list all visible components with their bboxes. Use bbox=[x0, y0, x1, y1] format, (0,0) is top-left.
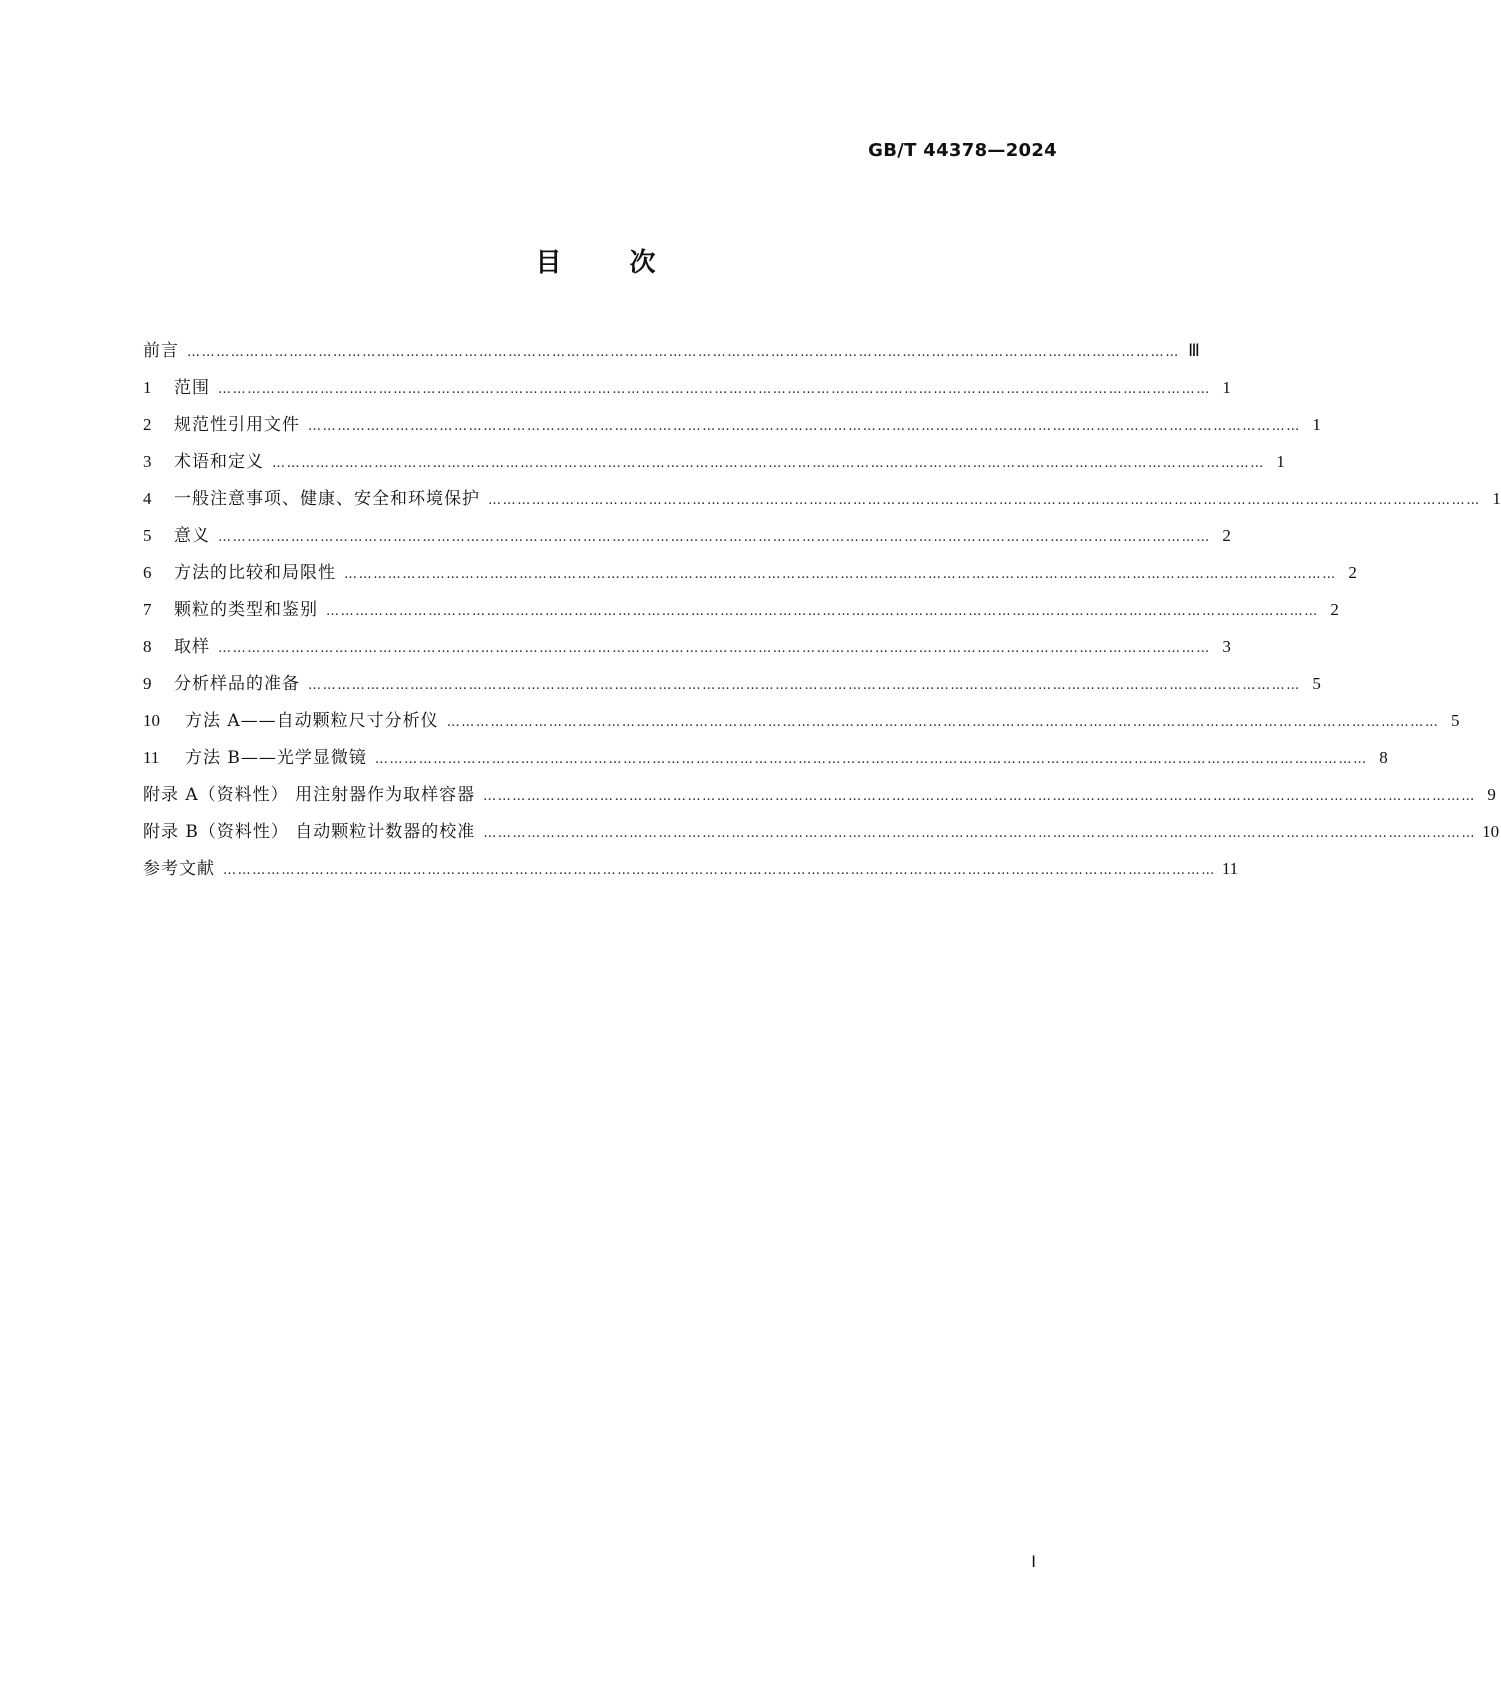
toc-leader: …………………………………………………………………………………………………………………………………………………………………………………… bbox=[483, 789, 1476, 804]
toc-entry-number: 4 bbox=[143, 489, 152, 508]
toc-entry-label: 取样 bbox=[174, 637, 210, 657]
toc-entry-page: 3 bbox=[1222, 637, 1231, 656]
toc-entry-page: 2 bbox=[1348, 563, 1357, 582]
toc-entry-bibliography[interactable] bbox=[143, 854, 1239, 891]
toc-entry-1[interactable] bbox=[143, 373, 1231, 410]
toc-entry-number: 1 bbox=[143, 378, 152, 397]
toc-leader: …………………………………………………………………………………………………………………………………………………………………………………… bbox=[272, 456, 1265, 471]
toc-entry-page: 2 bbox=[1222, 526, 1231, 545]
toc-entry-page: 10 bbox=[1482, 822, 1500, 841]
toc-entry-label: 方法 A——自动颗粒尺寸分析仪 bbox=[185, 711, 439, 731]
toc-title bbox=[0, 242, 1191, 279]
toc-entry-page: 1 bbox=[1222, 378, 1231, 397]
toc-entry-4[interactable] bbox=[143, 484, 1501, 521]
toc-title-char-1: 目 bbox=[535, 248, 562, 278]
toc-entry-label: 规范性引用文件 bbox=[174, 415, 300, 435]
toc-entry-page: 9 bbox=[1487, 785, 1496, 804]
toc-title-char-2: 次 bbox=[629, 248, 656, 278]
toc-leader: …………………………………………………………………………………………………………………………………………………………………………………… bbox=[187, 345, 1180, 360]
toc-entry-page: 11 bbox=[1221, 859, 1239, 878]
toc-entry-11[interactable] bbox=[143, 743, 1388, 780]
toc-entry-number: 2 bbox=[143, 415, 152, 434]
toc-entry-label: 范围 bbox=[174, 378, 210, 398]
toc-entry-number: 3 bbox=[143, 452, 152, 471]
toc-entry-number: 11 bbox=[143, 748, 160, 767]
toc-entry-foreword[interactable] bbox=[143, 336, 1200, 373]
standard-number: GB/T 44378—2024 bbox=[868, 140, 1057, 161]
toc-entry-label: 分析样品的准备 bbox=[174, 674, 300, 694]
toc-entry-label: 前言 bbox=[143, 341, 179, 361]
toc-entry-page: 1 bbox=[1492, 489, 1501, 508]
toc-entry-page: 1 bbox=[1312, 415, 1321, 434]
toc-entry-label: 术语和定义 bbox=[174, 452, 264, 472]
toc-leader: …………………………………………………………………………………………………………………………………………………………………………………… bbox=[218, 382, 1211, 397]
toc-entry-9[interactable] bbox=[143, 669, 1321, 706]
toc-entry-3[interactable] bbox=[143, 447, 1285, 484]
toc-leader: …………………………………………………………………………………………………………………………………………………………………………………… bbox=[218, 530, 1211, 545]
toc-entry-number: 8 bbox=[143, 637, 152, 656]
toc-leader: …………………………………………………………………………………………………………………………………………………………………………………… bbox=[308, 678, 1301, 693]
toc-entry-number: 5 bbox=[143, 526, 152, 545]
toc-leader: …………………………………………………………………………………………………………………………………………………………………………………… bbox=[483, 826, 1477, 841]
toc-entry-label: 意义 bbox=[174, 526, 210, 546]
toc-list bbox=[143, 336, 1501, 891]
toc-entry-annex-a[interactable] bbox=[143, 780, 1496, 817]
toc-leader: …………………………………………………………………………………………………………………………………………………………………………………… bbox=[223, 863, 1216, 878]
toc-leader: …………………………………………………………………………………………………………………………………………………………………………………… bbox=[374, 752, 1368, 767]
toc-entry-6[interactable] bbox=[143, 558, 1357, 595]
toc-entry-page: 2 bbox=[1330, 600, 1339, 619]
toc-leader: …………………………………………………………………………………………………………………………………………………………………………………… bbox=[488, 493, 1481, 508]
toc-entry-2[interactable] bbox=[143, 410, 1321, 447]
toc-entry-label: 附录 B（资料性） 自动颗粒计数器的校准 bbox=[143, 822, 476, 842]
toc-entry-label: 一般注意事项、健康、安全和环境保护 bbox=[174, 489, 480, 509]
toc-entry-page: 8 bbox=[1379, 748, 1388, 767]
toc-entry-number: 7 bbox=[143, 600, 152, 619]
toc-entry-label: 方法的比较和局限性 bbox=[174, 563, 336, 583]
toc-entry-label: 方法 B——光学显微镜 bbox=[185, 748, 367, 768]
toc-entry-number: 10 bbox=[143, 711, 160, 730]
toc-entry-page: 5 bbox=[1451, 711, 1460, 730]
toc-entry-number: 9 bbox=[143, 674, 152, 693]
toc-entry-label: 颗粒的类型和鉴别 bbox=[174, 600, 318, 620]
toc-leader: …………………………………………………………………………………………………………………………………………………………………………………… bbox=[344, 567, 1337, 582]
toc-entry-label: 附录 A（资料性） 用注射器作为取样容器 bbox=[143, 785, 476, 805]
toc-entry-page: 1 bbox=[1276, 452, 1285, 471]
page-folio: Ⅰ bbox=[1031, 1554, 1036, 1571]
toc-entry-page: Ⅲ bbox=[1188, 341, 1200, 360]
toc-entry-10[interactable] bbox=[143, 706, 1460, 743]
toc-leader: …………………………………………………………………………………………………………………………………………………………………………………… bbox=[446, 715, 1440, 730]
toc-entry-7[interactable] bbox=[143, 595, 1339, 632]
toc-entry-annex-b[interactable] bbox=[143, 817, 1500, 854]
toc-leader: …………………………………………………………………………………………………………………………………………………………………………………… bbox=[308, 419, 1301, 434]
toc-entry-8[interactable] bbox=[143, 632, 1231, 669]
toc-entry-page: 5 bbox=[1312, 674, 1321, 693]
toc-leader: …………………………………………………………………………………………………………………………………………………………………………………… bbox=[326, 604, 1319, 619]
toc-leader: …………………………………………………………………………………………………………………………………………………………………………………… bbox=[218, 641, 1211, 656]
toc-entry-5[interactable] bbox=[143, 521, 1231, 558]
toc-entry-label: 参考文献 bbox=[143, 859, 215, 879]
toc-entry-number: 6 bbox=[143, 563, 152, 582]
